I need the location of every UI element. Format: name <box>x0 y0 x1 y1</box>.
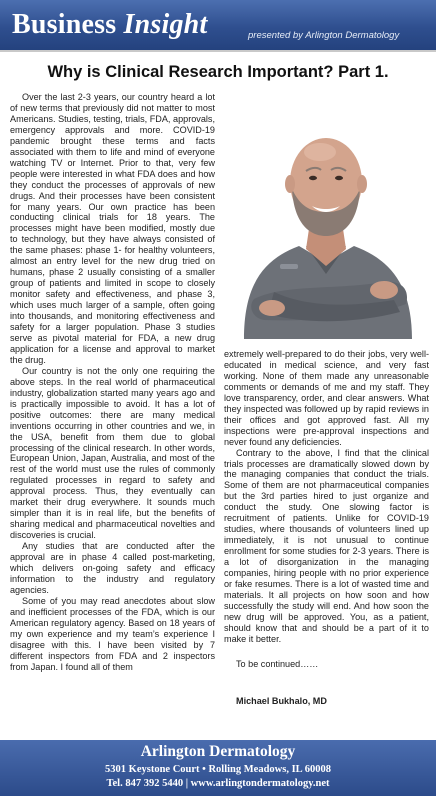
brand-italic: Insight <box>123 9 208 40</box>
header-banner <box>0 0 436 52</box>
brand-title <box>12 9 207 41</box>
to-be-continued: To be continued…… <box>236 658 319 669</box>
right-column <box>224 349 429 707</box>
paragraph: Any studies that are conducted after the approval are in phase 4 called post-marketing, which delivers on-going safety and efficacy information to the industry and regulatory agencies. <box>10 541 215 595</box>
article-title: Why is Clinical Research Important? Part 1. <box>47 63 389 81</box>
paragraph: extremely well-prepared to do their jobs, very well-educated in medical science, and very fast working. None of them made any unreasonable comments or demands of me and my staff. They love transparency, order, and clear answers. What they inspected was followed up by rapid reviews in their offices and got approved fast. All my inspections were pre-approval inspections and never found any deficiencies. <box>224 349 429 447</box>
author-signature: Michael Bukhalo, MD <box>236 695 327 706</box>
footer-banner <box>0 740 436 796</box>
paragraph: Some of you may read anecdotes about slow and inefficient processes of the FDA, which is our American regulatory agency. Based on 18 years of my own experience and my team’s experience I disagree with this. I have been visited by 7 different inspectors from FDA and 2 inspectors from Japan. I found all of them <box>10 595 215 672</box>
doctor-portrait-image <box>224 94 429 339</box>
paragraph: Our country is not the only one requiring the above steps. In the real world of pharmaceutical industry, globalization started many years ago and is practically impossible to avoid. It has a lot of positive outcomes: there are many medical inventions occurring in other countries and we, in the USA, benefit from them due to global processing of the clinical research. In other words, European Union, Japan, Australia, and most of the rest of the world must use the rules of commonly regulated processes in regard to safety and approval process. Thus, they eventually can market their drug everywhere. It sounds much simpler than it is in real life, but the benefits of sharing medical and pharmaceutical novelties and discoveries is crucial. <box>10 365 215 541</box>
footer-address: 5301 Keystone Court • Rolling Meadows, IL 60008 <box>105 764 331 775</box>
left-column <box>10 92 215 673</box>
footer-name: Arlington Dermatology <box>140 743 296 760</box>
paragraph: Over the last 2-3 years, our country heard a lot of new terms that previously did not matter to most Americans. Studies, testing, trials, FDA, approvals, emergency approvals and more. COVID-19 pandemic brought these terms and facts associated with them to life and mind of everyone watching TV or Internet. Prior to that, very few people were interested in what FDA does and how they conduct the processes of approvals of new drugs. And their processes have been consistent for many years. Our own practice has been conducting clinical trials for 18 years. The processes might have been modified, mostly due to technology, but they have always consisted of the same phases: phase 1- for healthy volunteers, almost an entry level for the new drug tried on humans, phase 2 usually consisting of a smaller group of patients and limited in scope to closely monitor safety and effectiveness, and phase 3, which uses much larger of a sample, often going into thousands, and monitoring effectiveness and safety for a larger population. Phase 3 studies serve as pivotal material for FDA, a new drug application for a license and approval to market the drug. <box>10 92 215 365</box>
byline: presented by Arlington Dermatology <box>248 30 400 41</box>
brand-main: Business <box>12 9 117 40</box>
footer-contact: Tel. 847 392 5440 | www.arlingtondermatology.net <box>106 778 330 789</box>
doctor-photo <box>224 94 429 339</box>
paragraph: Contrary to the above, I find that the clinical trials processes are dramatically slowed down by the managing companies that conduct the trials. Some of them are not pharmaceutical companies but the 3rd parties hired to just organize and conduct the study. One slowing factor is recruitment of patients. Unlike for COVID-19 studies, where thousands of volunteers lined up immediately, it is not unusual to continue enrollment for some studies for 2-3 years. There is a lot of disorganization in the managing companies, hiring people with no prior experience or fake resumes. There is a lot of wasted time and materials. It all projects on how soon and how successfully the study will end. And how soon the new drug will be approved. You, as a patient, should know that and should be a part of it to make it better. <box>224 447 429 644</box>
